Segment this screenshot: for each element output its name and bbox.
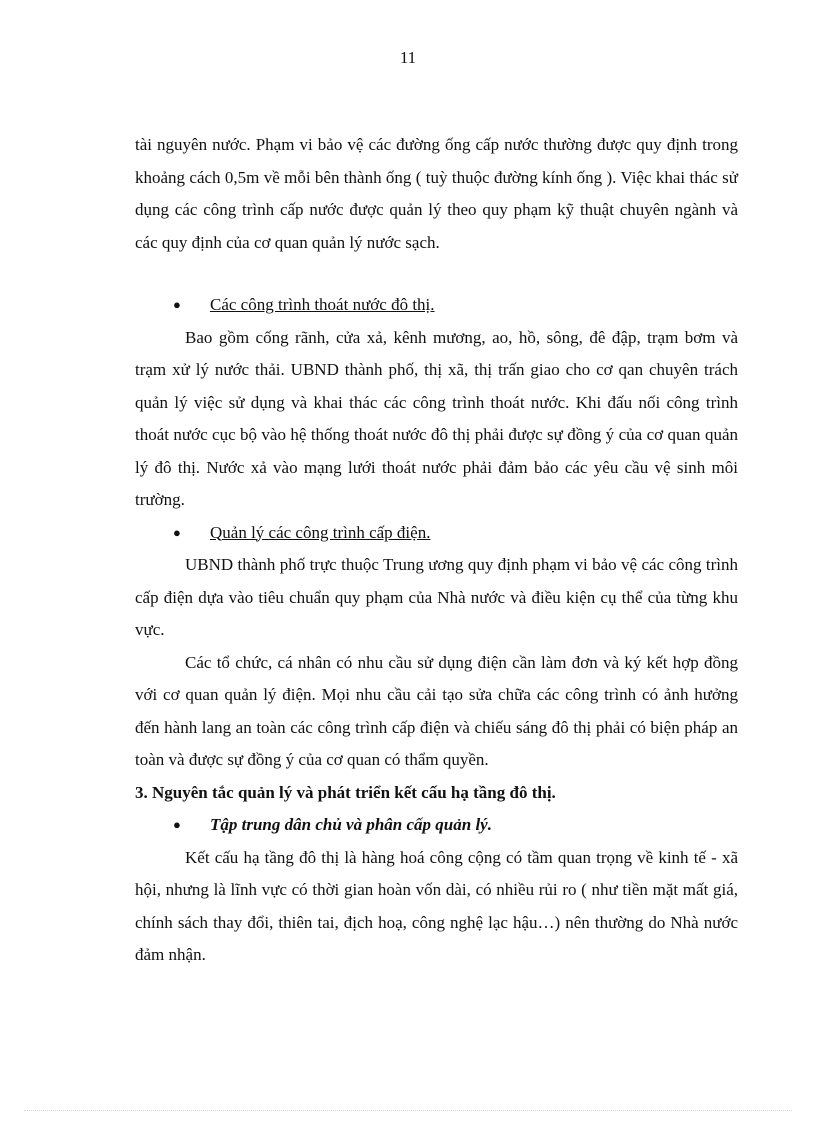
bullet-dot-icon: ● <box>173 524 181 540</box>
section-heading-3: 3. Nguyên tắc quản lý và phát triển kết cấu hạ tầng đô thị. <box>135 782 556 802</box>
paragraph-spacer <box>135 259 738 289</box>
paragraph-power-protection: UBND thành phố trực thuộc Trung ương quy định phạm vi bảo vệ các công trình cấp điện dựa vào tiêu chuẩn quy phạm của Nhà nước và điều kiện cụ thể của từng khu vực. <box>135 555 738 639</box>
paragraph-infrastructure-public-good: Kết cấu hạ tầng đô thị là hàng hoá công cộng có tầm quan trọng về kinh tế - xã hội, nhưng là lĩnh vực có thời gian hoàn vốn dài, có nhiều rủi ro ( như tiền mặt mất giá, chính sách thay đổi, thiên tai, địch hoạ, công nghệ lạc hậu…) nên thường do Nhà nước đảm nhận. <box>135 847 738 964</box>
page-number: 11 <box>399 48 417 67</box>
bullet-centralized-democracy-label: Tập trung dân chủ và phân cấp quản lý. <box>210 815 492 834</box>
paragraph-water-supply-protection: tài nguyên nước. Phạm vi bảo vệ các đường ống cấp nước thường được quy định trong khoảng cách 0,5m về mỗi bên thành ống ( tuỳ thuộc đường kính ống ). Việc khai thác sử dụng các công trình cấp nước được quản lý theo quy phạm kỹ thuật chuyên ngành và các quy định của cơ quan quản lý nước sạch. <box>135 135 738 252</box>
page-bottom-divider <box>24 1110 792 1111</box>
bullet-centralized-democracy <box>135 809 738 842</box>
paragraph-drainage-details: Bao gồm cống rãnh, cửa xả, kênh mương, ao, hồ, sông, đê đập, trạm bơm và trạm xử lý nước thải. UBND thành phố, thị xã, thị trấn giao cho cơ qan chuyên trách quản lý việc sử dụng và khai thác các công trình thoát nước. Khi đấu nối công trình thoát nước cục bộ vào hệ thống thoát nước đô thị phải được sự đồng ý của cơ quan quản lý đô thị. Nước xả vào mạng lưới thoát nước phải đảm bảo các yêu cầu vệ sinh môi trường. <box>135 327 738 509</box>
bullet-power-works <box>135 517 738 550</box>
document-body <box>135 129 738 972</box>
bullet-drainage-works <box>135 289 738 322</box>
bullet-drainage-works-label: Các công trình thoát nước đô thị. <box>210 295 435 314</box>
paragraph-power-contracts: Các tổ chức, cá nhân có nhu cầu sử dụng điện cần làm đơn và ký kết hợp đồng với cơ quan quản lý điện. Mọi nhu cầu cải tạo sửa chữa các công trình có ảnh hưởng đến hành lang an toàn các công trình cấp điện và chiếu sáng đô thị phải có biện pháp an toàn và được sự đồng ý của cơ quan có thẩm quyền. <box>135 652 738 769</box>
bullet-dot-icon: ● <box>173 297 181 312</box>
bullet-power-works-label: Quản lý các công trình cấp điện. <box>210 522 431 542</box>
bullet-dot-icon: ● <box>173 817 181 832</box>
